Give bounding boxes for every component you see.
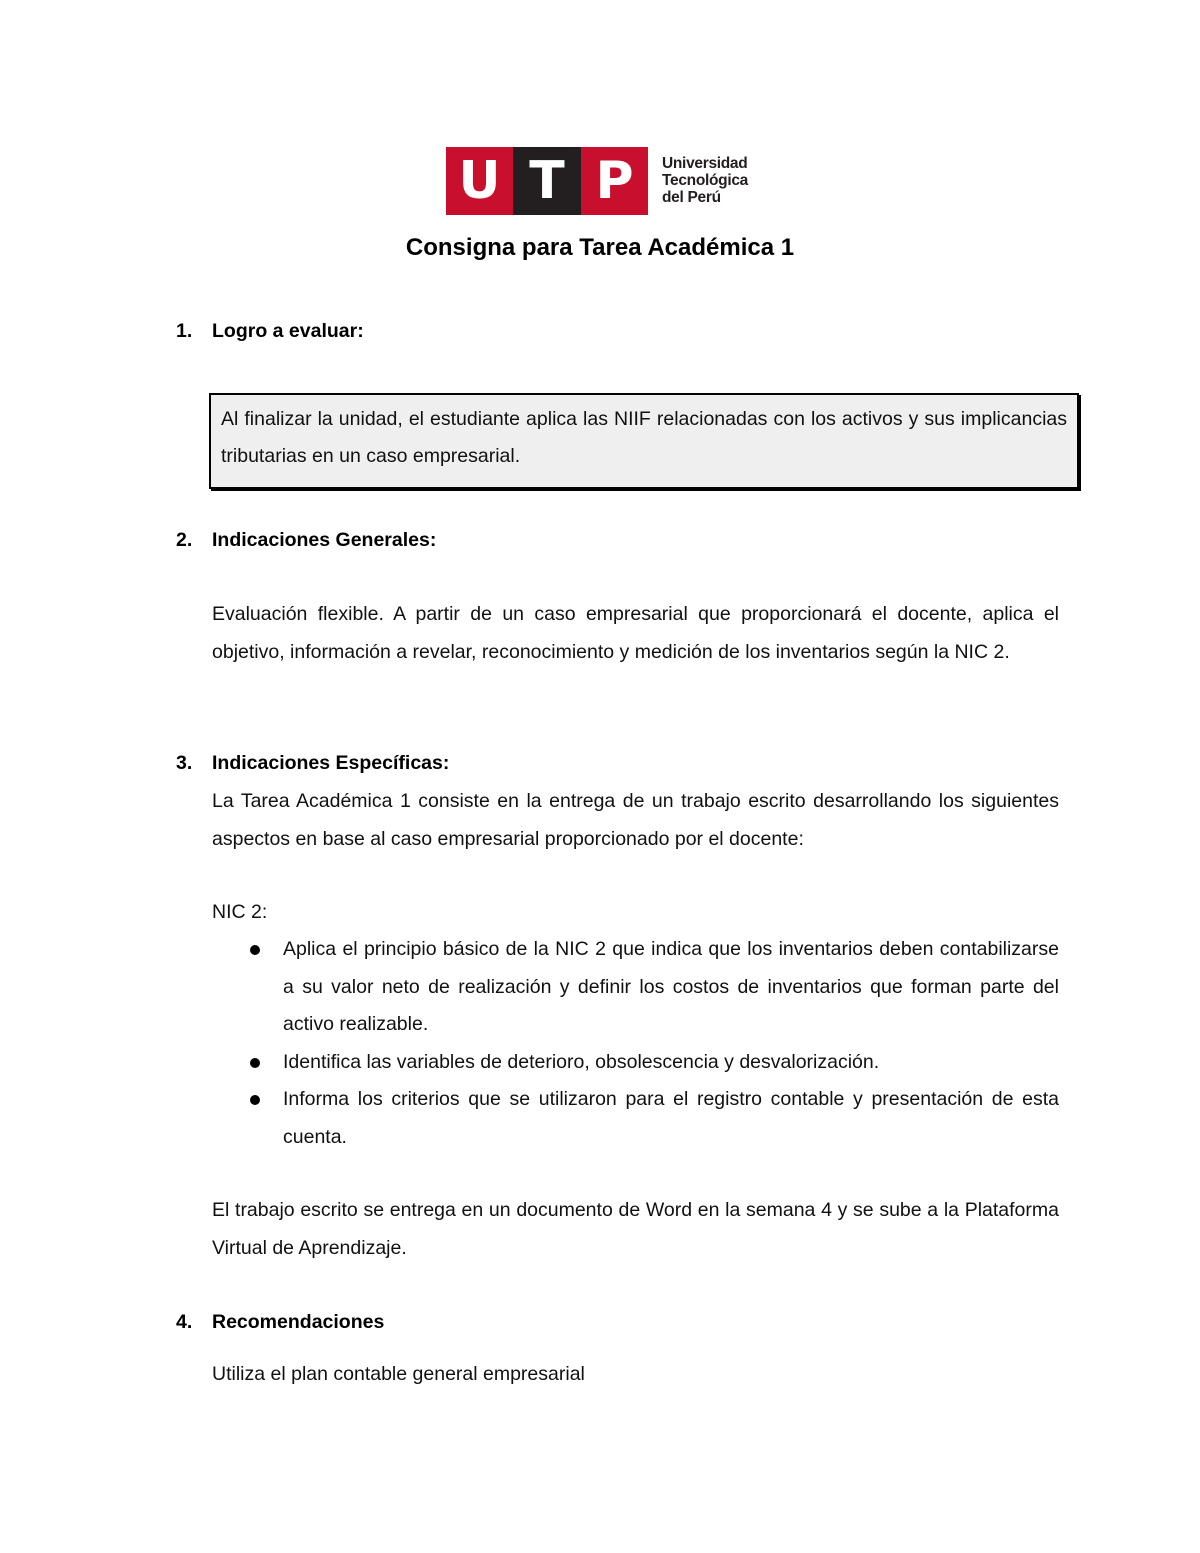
especificas-intro: La Tarea Académica 1 consiste en la entrega de un trabajo escrito desarrollando los siguientes aspectos en base al caso empresarial proporcionado por el docente: xyxy=(212,790,1059,850)
section-heading-1 xyxy=(176,320,364,343)
section-heading-2 xyxy=(176,529,436,552)
page-title: Consigna para Tarea Académica 1 xyxy=(405,234,795,261)
bullet-dot-icon xyxy=(250,1058,260,1068)
bullet-text: Identifica las variables de deterioro, obsolescencia y desvalorización. xyxy=(283,1050,880,1073)
bullet-dot-icon xyxy=(250,945,260,955)
logo-word-1: Universidad xyxy=(662,155,748,172)
logo-word-3: del Perú xyxy=(662,189,721,206)
nic-label: NIC 2: xyxy=(212,901,268,923)
bullet-text: Informa los criterios que se utilizaron para el registro contable y presentación de esta cuenta. xyxy=(283,1088,1059,1148)
section-number: 3. xyxy=(176,752,193,774)
section-number: 1. xyxy=(176,320,193,342)
section-title: Recomendaciones xyxy=(212,1311,385,1333)
logo-wordmark xyxy=(662,155,748,206)
bullet-dot-icon xyxy=(250,1095,260,1105)
logo-letter-t: T xyxy=(513,147,581,215)
logro-box xyxy=(209,393,1079,489)
section-heading-4 xyxy=(176,1311,384,1334)
list-item xyxy=(248,1081,1059,1156)
logo-word-2: Tecnológica xyxy=(662,172,748,189)
generales-paragraph: Evaluación flexible. A partir de un caso empresarial que proporcionará el docente, aplica el objetivo, información a revelar, reconocimiento y medición de los inventarios según la NIC 2. xyxy=(212,603,1059,663)
list-item xyxy=(248,931,1059,1044)
entrega-paragraph: El trabajo escrito se entrega en un documento de Word en la semana 4 y se sube a la Plataforma Virtual de Aprendizaje. xyxy=(212,1199,1059,1259)
section-title: Logro a evaluar: xyxy=(212,320,364,342)
section-title: Indicaciones Específicas: xyxy=(212,752,450,774)
section-number: 2. xyxy=(176,529,193,551)
recomendaciones-paragraph: Utiliza el plan contable general empresarial xyxy=(212,1363,585,1385)
bullet-list xyxy=(248,931,1059,1156)
list-item xyxy=(248,1044,1059,1082)
utp-logo xyxy=(446,147,758,215)
logro-text: Al finalizar la unidad, el estudiante aplica las NIIF relacionadas con los activos y sus implicancias tributarias en un caso empresarial. xyxy=(221,408,1067,467)
logo-letter-u: U xyxy=(446,147,513,215)
section-title: Indicaciones Generales: xyxy=(212,529,437,551)
logo-letter-p: P xyxy=(581,147,648,215)
section-number: 4. xyxy=(176,1311,193,1333)
bullet-text: Aplica el principio básico de la NIC 2 que indica que los inventarios deben contabilizarse a su valor neto de realización y definir los costos de inventarios que forman parte del activo realizable. xyxy=(283,938,1059,1035)
section-heading-3 xyxy=(176,752,449,775)
